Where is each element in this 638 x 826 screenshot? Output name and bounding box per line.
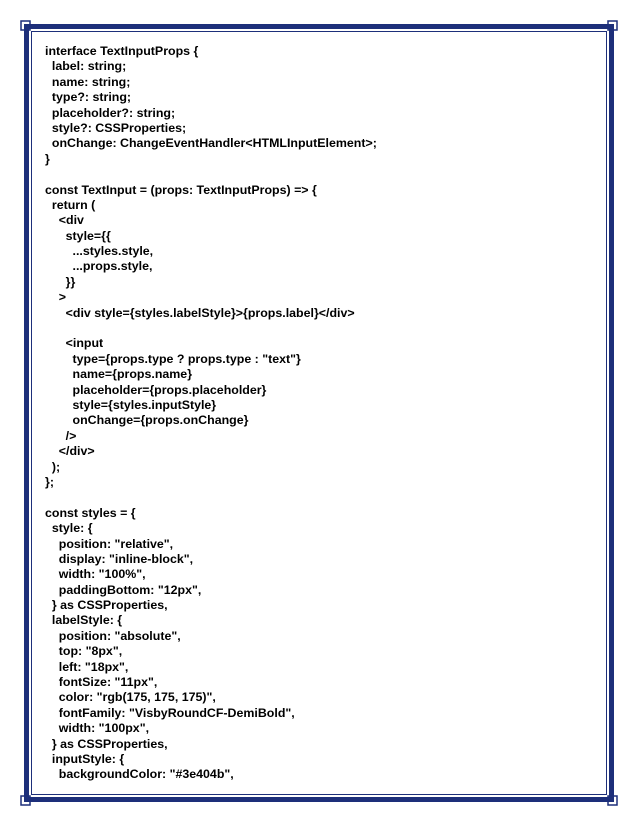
code-block	[45, 44, 595, 783]
code-line: const styles = {	[45, 505, 136, 520]
code-line: ...styles.style,	[45, 244, 154, 259]
code-line: );	[45, 459, 61, 474]
code-line	[45, 490, 595, 505]
code-line: >	[45, 290, 67, 305]
code-line: style={styles.inputStyle}	[45, 397, 217, 412]
code-line: fontFamily: "VisbyRoundCF-DemiBold",	[45, 705, 295, 720]
code-line: } as CSSProperties,	[45, 598, 168, 613]
code-line: color: "rgb(175, 175, 175)",	[45, 690, 216, 705]
code-line: <input	[45, 336, 104, 351]
code-line: const TextInput = (props: TextInputProps) => {	[45, 182, 317, 197]
corner-ornament-top-left	[20, 20, 42, 42]
code-line: width: "100%",	[45, 567, 146, 582]
code-line: name: string;	[45, 74, 131, 89]
code-line: style?: CSSProperties;	[45, 120, 187, 135]
code-line: type={props.type ? props.type : "text"}	[45, 351, 301, 366]
code-line: display: "inline-block",	[45, 551, 194, 566]
code-line: ...props.style,	[45, 259, 153, 274]
code-line: } as CSSProperties,	[45, 736, 168, 751]
code-line: onChange={props.onChange}	[45, 413, 249, 428]
code-line	[45, 321, 595, 336]
code-line: placeholder={props.placeholder}	[45, 382, 267, 397]
code-line: }	[45, 151, 50, 166]
code-line: label: string;	[45, 59, 127, 74]
corner-ornament-bottom-left	[20, 784, 42, 806]
code-line: }}	[45, 274, 76, 289]
code-line: style={{	[45, 228, 111, 243]
code-line: fontSize: "11px",	[45, 675, 158, 690]
code-line: interface TextInputProps {	[45, 44, 199, 58]
code-line: />	[45, 428, 77, 443]
code-line: width: "100px",	[45, 721, 150, 736]
code-line: inputStyle: {	[45, 751, 125, 766]
code-line: placeholder?: string;	[45, 105, 176, 120]
code-line: paddingBottom: "12px",	[45, 582, 202, 597]
corner-ornament-top-right	[596, 20, 618, 42]
code-line: };	[45, 474, 54, 489]
code-line: position: "absolute",	[45, 628, 181, 643]
code-line: </div>	[45, 444, 95, 459]
code-line: onChange: ChangeEventHandler<HTMLInputElement>;	[45, 136, 377, 151]
code-line: name={props.name}	[45, 367, 193, 382]
code-line: backgroundColor: "#3e404b",	[45, 767, 234, 782]
code-line: position: "relative",	[45, 536, 174, 551]
code-line: style: {	[45, 521, 93, 536]
code-line: <div	[45, 213, 84, 228]
code-line: <div style={styles.labelStyle}>{props.label}</div>	[45, 305, 355, 320]
code-line: left: "18px",	[45, 659, 129, 674]
code-line	[45, 167, 595, 182]
code-line: top: "8px",	[45, 644, 123, 659]
code-line: type?: string;	[45, 90, 132, 105]
corner-ornament-bottom-right	[596, 784, 618, 806]
code-line: return (	[45, 197, 96, 212]
code-line: labelStyle: {	[45, 613, 123, 628]
